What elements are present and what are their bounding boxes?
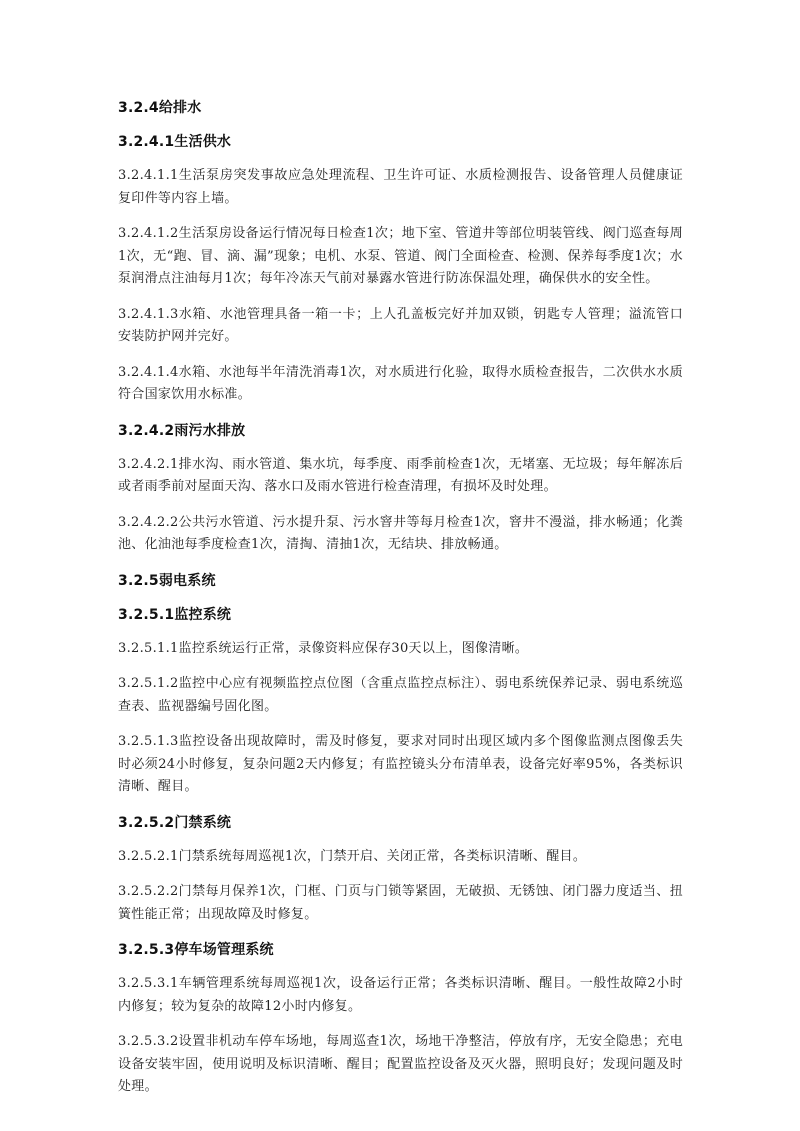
clause-3-2-5-3-2: 3.2.5.3.2设置非机动车停车场地，每周巡查1次，场地干净整洁，停放有序，无安全隐患；充电设备安装牢固，使用说明及标识清晰、醒目；配置监控设备及灭火器，照明良好；发现问题及时处理。 [118,1034,683,1094]
subsection-heading-3-2-5-3: 3.2.5.3停车场管理系统 [118,942,274,958]
section-heading-3-2-5: 3.2.5弱电系统 [118,572,216,589]
section-heading-3-2-4: 3.2.4给排水 [118,100,202,116]
clause-3-2-5-1-2: 3.2.5.1.2监控中心应有视频监控点位图（含重点监控点标注）、弱电系统保养记录、弱电系统巡查表、监视器编号固化图。 [118,676,683,714]
clause-3-2-5-1-3: 3.2.5.1.3监控设备出现故障时，需及时修复，要求对同时出现区域内多个图像监测点图像丢失时必须24小时修复，复杂问题2天内修复；有监控镜头分布清单表，设备完好率95%，各类标识清晰、醒目。 [118,734,683,794]
subsection-heading-3-2-4-1: 3.2.4.1生活供水 [118,134,232,150]
subsection-heading-3-2-5-2: 3.2.5.2门禁系统 [118,814,232,831]
clause-3-2-4-1-3: 3.2.4.1.3水箱、水池管理具备一箱一卡；上人孔盖板完好并加双锁，钥匙专人管理；溢流管口安装防护网并完好。 [118,306,683,344]
clause-3-2-5-3-1: 3.2.5.3.1车辆管理系统每周巡视1次，设备运行正常；各类标识清晰、醒目。一般性故障2小时内修复；较为复杂的故障12小时内修复。 [118,976,683,1014]
clause-3-2-4-1-2: 3.2.4.1.2生活泵房设备运行情况每日检查1次；地下室、管道井等部位明装管线、阀门巡查每周1次，无“跑、冒、滴、漏”现象；电机、水泵、管道、阀门全面检查、检测、保养每季度1次；水泵润滑点注油每月1次；每年冷冻天气前对暴露水管进行防冻保温处理，确保供水的安全性。 [118,226,683,286]
clause-3-2-4-1-1: 3.2.4.1.1生活泵房突发事故应急处理流程、卫生许可证、水质检测报告、设备管理人员健康证复印件等内容上墙。 [118,168,683,206]
clause-3-2-4-2-1: 3.2.4.2.1排水沟、雨水管道、集水坑，每季度、雨季前检查1次，无堵塞、无垃圾；每年解冻后或者雨季前对屋面天沟、落水口及雨水管进行检查清理，有损坏及时处理。 [118,456,683,494]
subsection-heading-3-2-5-1: 3.2.5.1监控系统 [118,606,232,623]
clause-3-2-4-2-2: 3.2.4.2.2公共污水管道、污水提升泵、污水窨井等每月检查1次，窨井不漫溢，排水畅通；化粪池、化油池每季度检查1次，清掏、清抽1次，无结块、排放畅通。 [118,514,683,552]
clause-3-2-5-2-2: 3.2.5.2.2门禁每月保养1次，门框、门页与门锁等紧固，无破损、无锈蚀、闭门器力度适当、扭簧性能正常；出现故障及时修复。 [118,884,683,922]
clause-3-2-5-2-1: 3.2.5.2.1门禁系统每周巡视1次，门禁开启、关闭正常，各类标识清晰、醒目。 [118,848,587,864]
document-body [118,97,683,1112]
clause-3-2-5-1-1: 3.2.5.1.1监控系统运行正常，录像资料应保存30天以上，图像清晰。 [118,640,529,656]
clause-3-2-4-1-4: 3.2.4.1.4水箱、水池每半年清洗消毒1次，对水质进行化验，取得水质检查报告，二次供水水质符合国家饮用水标准。 [118,364,683,402]
subsection-heading-3-2-4-2: 3.2.4.2雨污水排放 [118,422,246,439]
